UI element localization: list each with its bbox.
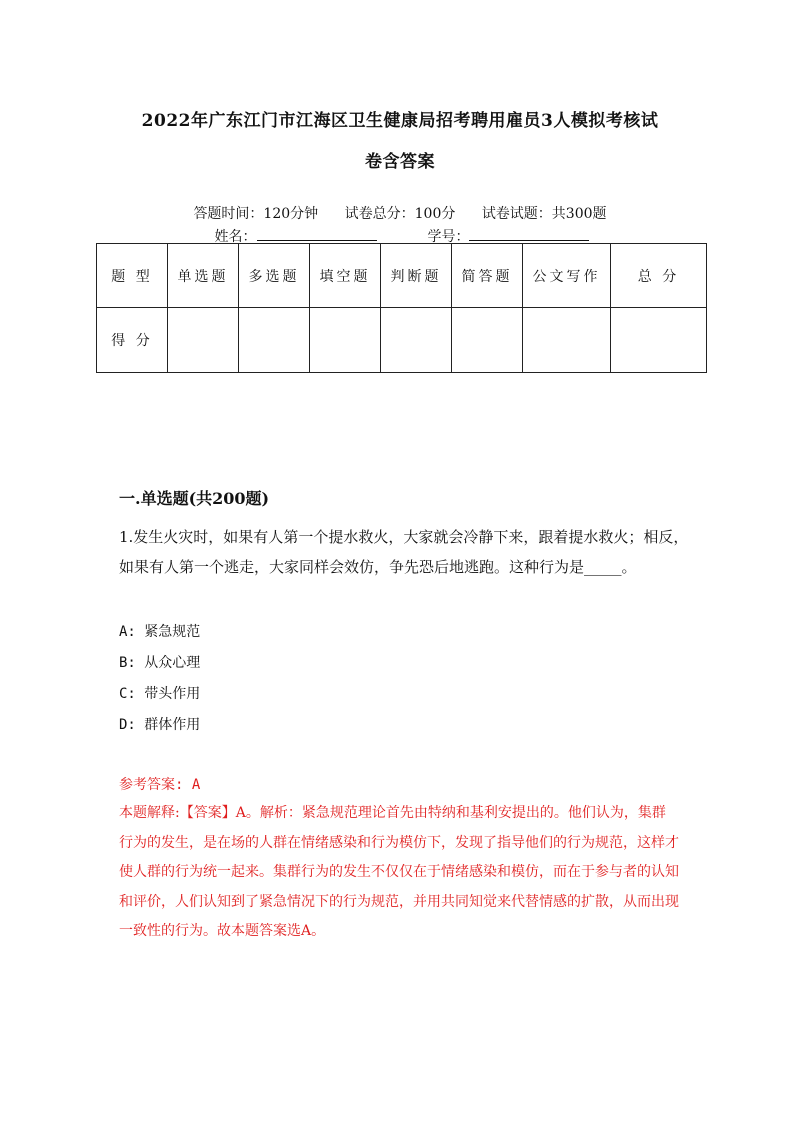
score-table-score-row	[97, 308, 707, 373]
score-table	[96, 243, 707, 373]
score-table-col: 填空题	[310, 244, 381, 308]
score-table-col: 简答题	[452, 244, 523, 308]
id-label: 学号：	[427, 229, 470, 245]
name-label: 姓名：	[214, 229, 257, 245]
reference-answer: 参考答案: A	[119, 777, 201, 793]
score-table-type-label: 题 型	[97, 244, 168, 308]
document-title-line2: 卷含答案	[365, 152, 435, 172]
option-d: D: 群体作用	[119, 717, 201, 733]
score-table-header-row	[97, 244, 707, 308]
exam-total-score: 试卷总分：100分	[344, 206, 456, 222]
score-cell[interactable]	[310, 308, 381, 373]
name-field[interactable]	[257, 228, 377, 241]
score-cell[interactable]	[611, 308, 707, 373]
score-cell[interactable]	[523, 308, 611, 373]
option-b: B: 从众心理	[119, 655, 201, 671]
question-text: 1.发生火灾时，如果有人第一个提水救火，大家就会冷静下来，跟着提水救火；相反，如果有人第一个逃走，大家同样会效仿，争先恐后地逃跑。这种行为是_____。	[119, 528, 689, 576]
score-cell[interactable]	[381, 308, 452, 373]
document-title-line1: 2022年广东江门市江海区卫生健康局招考聘用雇员3人模拟考核试	[141, 111, 659, 131]
exam-info	[0, 203, 800, 223]
answer-explanation: 本题解释:【答案】A。解析：紧急规范理论首先由特纳和基利安提出的。他们认为，集群行为的发生，是在场的人群在情绪感染和行为模仿下，发现了指导他们的行为规范，这样才使人群的行为统一起来。集群行为的发生不仅仅在于情绪感染和模仿，而在于参与者的认知和评价，人们认知到了紧急情况下的行为规范，并用共同知觉来代替情感的扩散，从而出现一致性的行为。故本题答案选A。	[119, 805, 679, 939]
score-table-total-label: 总 分	[611, 244, 707, 308]
score-table-col: 判断题	[381, 244, 452, 308]
score-table-col: 单选题	[168, 244, 239, 308]
exam-question-count: 试卷试题：共300题	[481, 206, 607, 222]
score-table-row-label: 得 分	[97, 308, 168, 373]
id-field[interactable]	[469, 228, 589, 241]
option-a: A: 紧急规范	[119, 624, 201, 640]
score-table-col: 公文写作	[523, 244, 611, 308]
score-table-col: 多选题	[239, 244, 310, 308]
score-cell[interactable]	[168, 308, 239, 373]
exam-time: 答题时间：120分钟	[193, 206, 319, 222]
option-c: C: 带头作用	[119, 686, 201, 702]
score-cell[interactable]	[452, 308, 523, 373]
score-cell[interactable]	[239, 308, 310, 373]
section-title: 一.单选题(共200题)	[119, 489, 270, 508]
